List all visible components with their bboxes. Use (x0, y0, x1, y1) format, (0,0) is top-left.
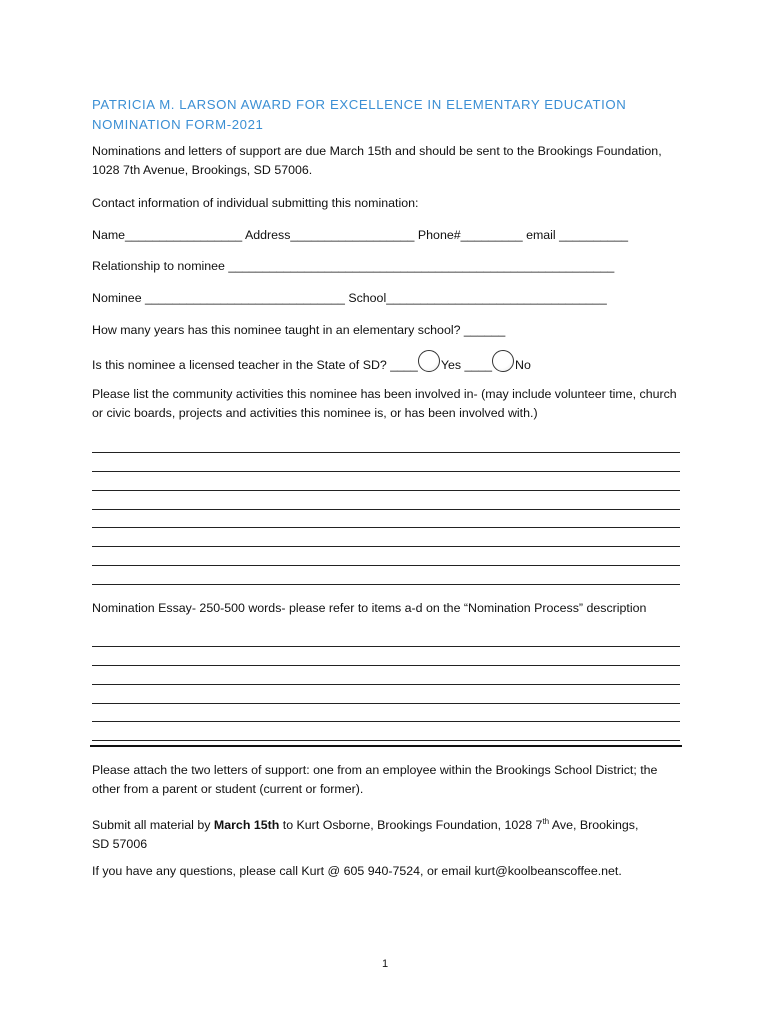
no-option-circle-icon[interactable] (492, 350, 514, 372)
contact-info-line[interactable]: Name_________________ Address__________________ Phone#_________ email __________ (92, 228, 629, 242)
submit-instructions (92, 812, 682, 854)
answer-line[interactable] (92, 547, 680, 566)
answer-line[interactable] (92, 528, 680, 547)
submit-middle: to Kurt Osborne, Brookings Foundation, 1028 7 (279, 818, 543, 833)
title-line-2: NOMINATION FORM-2021 (92, 117, 264, 132)
contact-heading: Contact information of individual submitting this nomination: (92, 196, 419, 210)
no-label: No (515, 358, 531, 372)
intro-paragraph: Nominations and letters of support are due March 15th and should be sent to the Brookings Foundation, 1028 7th Avenue, Brookings, SD 57006. (92, 144, 662, 177)
form-title (92, 95, 692, 135)
answer-line[interactable] (92, 685, 680, 704)
yes-label: Yes ____ (440, 358, 493, 372)
submit-address-line-2: SD 57006 (92, 837, 148, 852)
licensed-teacher-question (92, 350, 531, 377)
licensed-question-text: Is this nominee a licensed teacher in the State of SD? ____ (92, 358, 418, 372)
essay-prompt: Nomination Essay- 250-500 words- please refer to items a-d on the “Nomination Process” description (92, 601, 647, 615)
answer-line[interactable] (92, 566, 680, 585)
yes-option-circle-icon[interactable] (418, 350, 440, 372)
answer-line[interactable] (92, 472, 680, 491)
answer-line[interactable] (92, 628, 680, 647)
answer-line[interactable] (92, 434, 680, 453)
attach-letters-note: Please attach the two letters of support: one from an employee within the Brookings School District; the other from a parent or student (current or former). (92, 763, 658, 796)
answer-line[interactable] (92, 453, 680, 472)
relationship-line[interactable]: Relationship to nominee ________________________________________________________ (92, 259, 615, 273)
nominee-school-line[interactable]: Nominee _____________________________ School________________________________ (92, 291, 607, 305)
answer-line[interactable] (92, 722, 680, 741)
answer-line[interactable] (92, 704, 680, 723)
submit-deadline: March 15th (213, 818, 280, 833)
title-line-1: PATRICIA M. LARSON AWARD FOR EXCELLENCE IN ELEMENTARY EDUCATION (92, 97, 627, 112)
submit-superscript: th (542, 817, 550, 826)
answer-line[interactable] (92, 647, 680, 666)
answer-line[interactable] (92, 491, 680, 510)
questions-contact-note: If you have any questions, please call Kurt @ 605 940-7524, or email kurt@koolbeanscoffee.net. (92, 864, 622, 878)
answer-line[interactable] (92, 666, 680, 685)
activities-prompt: Please list the community activities this nominee has been involved in- (may include volunteer time, church or civic boards, projects and activities this nominee is, or has been involved with.) (92, 387, 677, 420)
page-number: 1 (381, 958, 389, 970)
submit-suffix: Ave, Brookings, (549, 818, 639, 833)
essay-answer-lines[interactable] (92, 628, 680, 741)
years-taught-question[interactable]: How many years has this nominee taught in an elementary school? ______ (92, 323, 506, 337)
answer-line[interactable] (92, 510, 680, 529)
submit-prefix: Submit all material by (92, 818, 214, 833)
section-divider (90, 745, 682, 747)
activities-answer-lines[interactable] (92, 434, 680, 585)
